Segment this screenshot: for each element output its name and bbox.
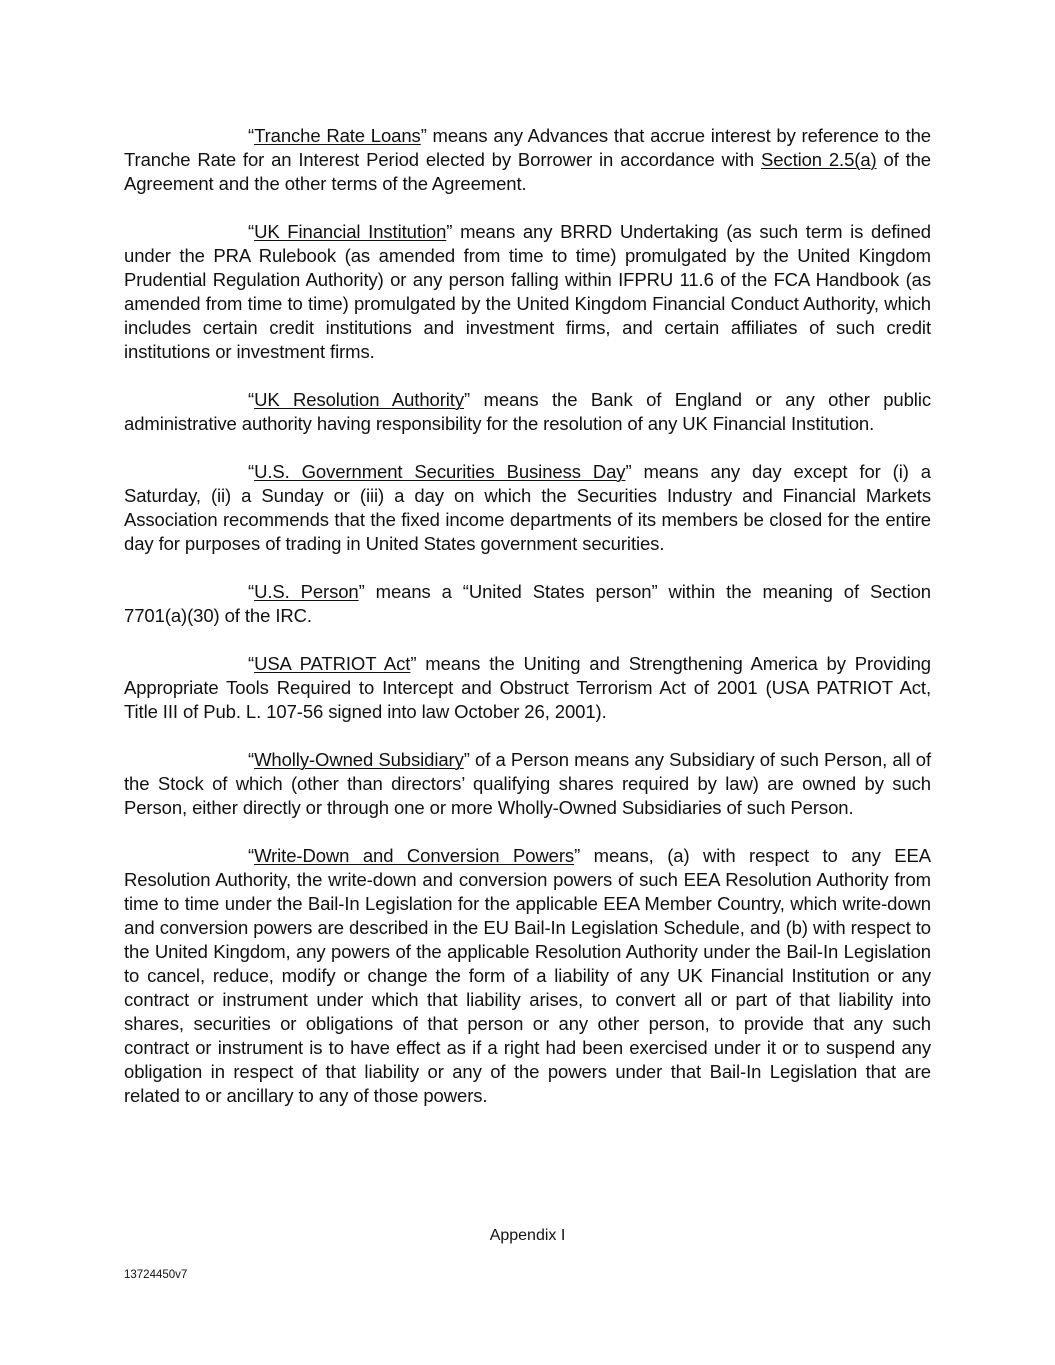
definition-text: means, (a) with respect to any EEA Resolution Authority, the write-down and conversion powers of such EEA Resolution Authority from time to time under the Bail-In Legislation for the applicable EEA Member Country, which write-down and conversion powers are described in the EU Bail-In Legislation Schedule, and (b) with respect to the United Kingdom, any powers of the applicable Resolution Authority under the Bail-In Legislation to cancel, reduce, modify or change the form of a liability of any UK Financial Institution or any contract or instrument under which that liability arises, to convert all or part of that liability into shares, securities or obligations of that person or any other person, to provide that any such contract or instrument is to have effect as if a right had been exercised under it or to suspend any obligation in respect of that liability or any of the powers under that Bail-In Legislation that are related to or ancillary to any of those powers.: [124, 845, 931, 1106]
close-quote: ”: [625, 461, 632, 482]
open-quote: “: [248, 581, 255, 602]
defined-term: U.S. Government Securities Business Day: [254, 461, 626, 482]
definition-text: of a Person means any Subsidiary of such Person, all of the Stock of which (other than directors’ qualifying shares required by law) are owned by such Person, either directly or through one or more Wholly-Owned Subsidiaries of such Person.: [124, 749, 931, 818]
close-quote: ”: [410, 653, 417, 674]
definition-tranche-rate-loans: [124, 124, 931, 196]
page-footer-label: Appendix I: [489, 1227, 566, 1244]
close-quote: ”: [446, 221, 453, 242]
section-reference: Section 2.5(a): [760, 149, 877, 170]
close-quote: ”: [463, 389, 471, 410]
definition-wholly-owned-subsidiary: [124, 748, 931, 820]
close-quote: ”: [358, 581, 365, 602]
open-quote: “: [248, 845, 255, 866]
close-quote: ”: [420, 125, 427, 146]
definition-usa-patriot-act: [124, 652, 931, 724]
definition-text: means the Uniting and Strengthening America by Providing Appropriate Tools Required to Intercept and Obstruct Terrorism Act of 2001 (USA PATRIOT Act, Title III of Pub. L. 107-56 signed into law October 26, 2001).: [124, 653, 931, 722]
definition-us-person: [124, 580, 931, 628]
open-quote: “: [248, 461, 255, 482]
document-body: [124, 124, 931, 1132]
open-quote: “: [248, 221, 255, 242]
definition-text: means any Advances that accrue interest by reference to the Tranche Rate for an Interest Period elected by Borrower in accordance with: [124, 125, 931, 170]
definition-uk-financial-institution: [124, 220, 931, 364]
definition-text: means the Bank of England or any other public administrative authority having responsibility for the resolution of any UK Financial Institution.: [124, 389, 931, 434]
defined-term: UK Financial Institution: [254, 221, 447, 242]
definition-uk-resolution-authority: [124, 388, 931, 436]
defined-term: Tranche Rate Loans: [254, 125, 421, 146]
definition-text-continued: of the Agreement and the other terms of the Agreement.: [124, 149, 931, 194]
definition-text: means any BRRD Undertaking (as such term is defined under the PRA Rulebook (as amended from time to time) promulgated by the United Kingdom Prudential Regulation Authority) or any person falling within IFPRU 11.6 of the FCA Handbook (as amended from time to time) promulgated by the United Kingdom Financial Conduct Authority, which includes certain credit institutions and investment firms, and certain affiliates of such credit institutions or investment firms.: [124, 221, 931, 362]
definition-us-government-securities-business-day: [124, 460, 931, 556]
close-quote: ”: [463, 749, 470, 770]
definition-text: means any day except for (i) a Saturday, (ii) a Sunday or (iii) a day on which the Securities Industry and Financial Markets Association recommends that the fixed income departments of its members be closed for the entire day for purposes of trading in United States government securities.: [124, 461, 931, 554]
open-quote: “: [248, 125, 255, 146]
document-id: 13724450v7: [124, 1269, 188, 1281]
open-quote: “: [248, 389, 255, 410]
close-quote: ”: [574, 845, 581, 866]
open-quote: “: [248, 749, 255, 770]
definition-write-down-and-conversion-powers: [124, 844, 931, 1108]
defined-term: UK Resolution Authority: [254, 389, 464, 410]
defined-term: Write-Down and Conversion Powers: [254, 845, 575, 866]
open-quote: “: [248, 653, 255, 674]
defined-term: USA PATRIOT Act: [254, 653, 411, 674]
defined-term: U.S. Person: [254, 581, 359, 602]
definition-text: means a “United States person” within the meaning of Section 7701(a)(30) of the IRC.: [124, 581, 931, 626]
defined-term: Wholly-Owned Subsidiary: [254, 749, 464, 770]
